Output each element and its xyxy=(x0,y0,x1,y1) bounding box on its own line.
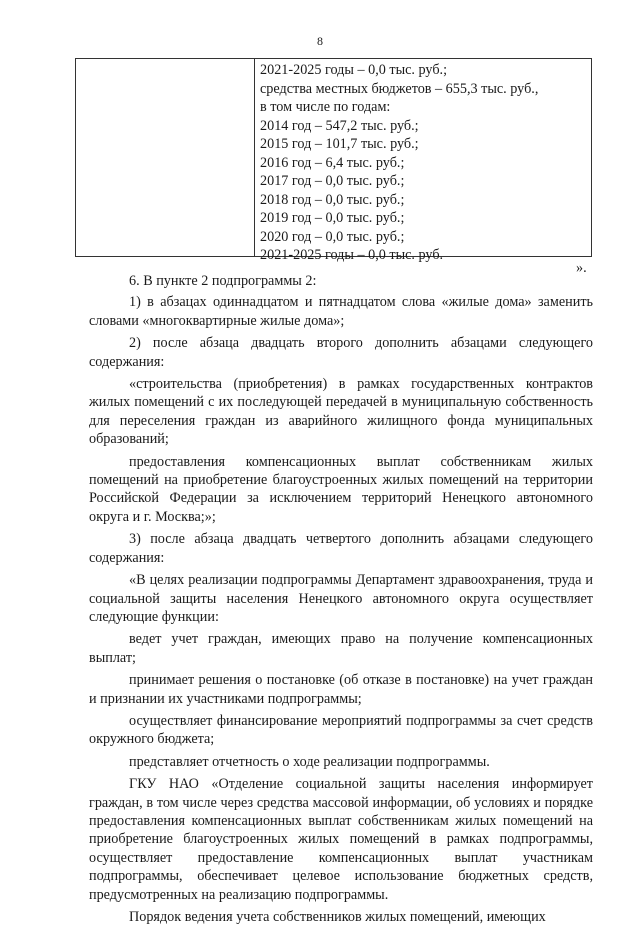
funding-table xyxy=(75,58,592,263)
table-column-divider xyxy=(254,59,255,256)
table-line: 2016 год – 6,4 тыс. руб.; xyxy=(260,154,405,171)
paragraph: Порядок ведения учета собственников жилых помещений, имеющих xyxy=(129,909,546,925)
paragraph: ведет учет граждан, имеющих право на получение компенсационных выплат; xyxy=(89,631,593,666)
table-line: 2018 год – 0,0 тыс. руб.; xyxy=(260,191,405,208)
paragraph: 2) после абзаца двадцать второго дополнить абзацами следующего содержания: xyxy=(89,335,593,370)
table-line: 2021-2025 годы – 0,0 тыс. руб. xyxy=(260,247,444,263)
table-line: 2017 год – 0,0 тыс. руб.; xyxy=(260,173,405,189)
paragraph: «строительства (приобретения) в рамках государственных контрактов жилых помещений с их последующей передачей в муниципальную собственность для переселения граждан из аварийного жилищного фонда муниципальных образований; xyxy=(89,376,593,448)
table-right-cell xyxy=(260,61,538,265)
paragraph: 3) после абзаца двадцать четвертого дополнить абзацами следующего содержания: xyxy=(89,531,593,566)
paragraph: предоставления компенсационных выплат собственникам жилых помещений на приобретение благоустроенных жилых помещений на территории Российской Федерации за исключением территорий Ненецкого автономного округа и г. Москва;»; xyxy=(89,453,593,525)
section-heading: 6. В пункте 2 подпрограммы 2: xyxy=(129,273,317,289)
paragraph: представляет отчетность о ходе реализации подпрограммы. xyxy=(129,753,490,770)
table-line: 2015 год – 101,7 тыс. руб.; xyxy=(260,136,419,152)
table-line: 2019 год – 0,0 тыс. руб.; xyxy=(260,210,405,226)
document-body xyxy=(89,272,593,930)
table-line: 2020 год – 0,0 тыс. руб.; xyxy=(260,228,405,245)
paragraph: ГКУ НАО «Отделение социальной защиты населения информирует граждан, в том числе через средства массовой информации, об условиях и порядке предоставления компенсационных выплат собственникам жилых помещений на приобретение благоустроенных жилых помещений в рамках подпрограммы, осуществляет предоставление компенсационных выплат участникам подпрограммы, обеспечивает целевое использование бюджетных средств, предусмотренных на реализацию подпрограммы. xyxy=(89,776,593,903)
closing-quote: ». xyxy=(576,260,587,276)
table-line: в том числе по годам: xyxy=(260,99,391,115)
page-number: 8 xyxy=(317,34,323,48)
paragraph: «В целях реализации подпрограммы Департамент здравоохранения, труда и социальной защиты населения Ненецкого автономного округа осуществляет следующие функции: xyxy=(89,572,593,625)
paragraph: принимает решения о постановке (об отказе в постановке) на учет граждан и признании их участниками подпрограммы; xyxy=(89,672,593,707)
paragraph: 1) в абзацах одиннадцатом и пятнадцатом слова «жилые дома» заменить словами «многоквартирные жилые дома»; xyxy=(89,294,593,329)
paragraph: осуществляет финансирование мероприятий подпрограммы за счет средств окружного бюджета; xyxy=(89,712,593,748)
table-line: средства местных бюджетов – 655,3 тыс. руб., xyxy=(260,80,539,97)
table-line: 2021-2025 годы – 0,0 тыс. руб.; xyxy=(260,62,448,78)
table-line: 2014 год – 547,2 тыс. руб.; xyxy=(260,117,419,134)
